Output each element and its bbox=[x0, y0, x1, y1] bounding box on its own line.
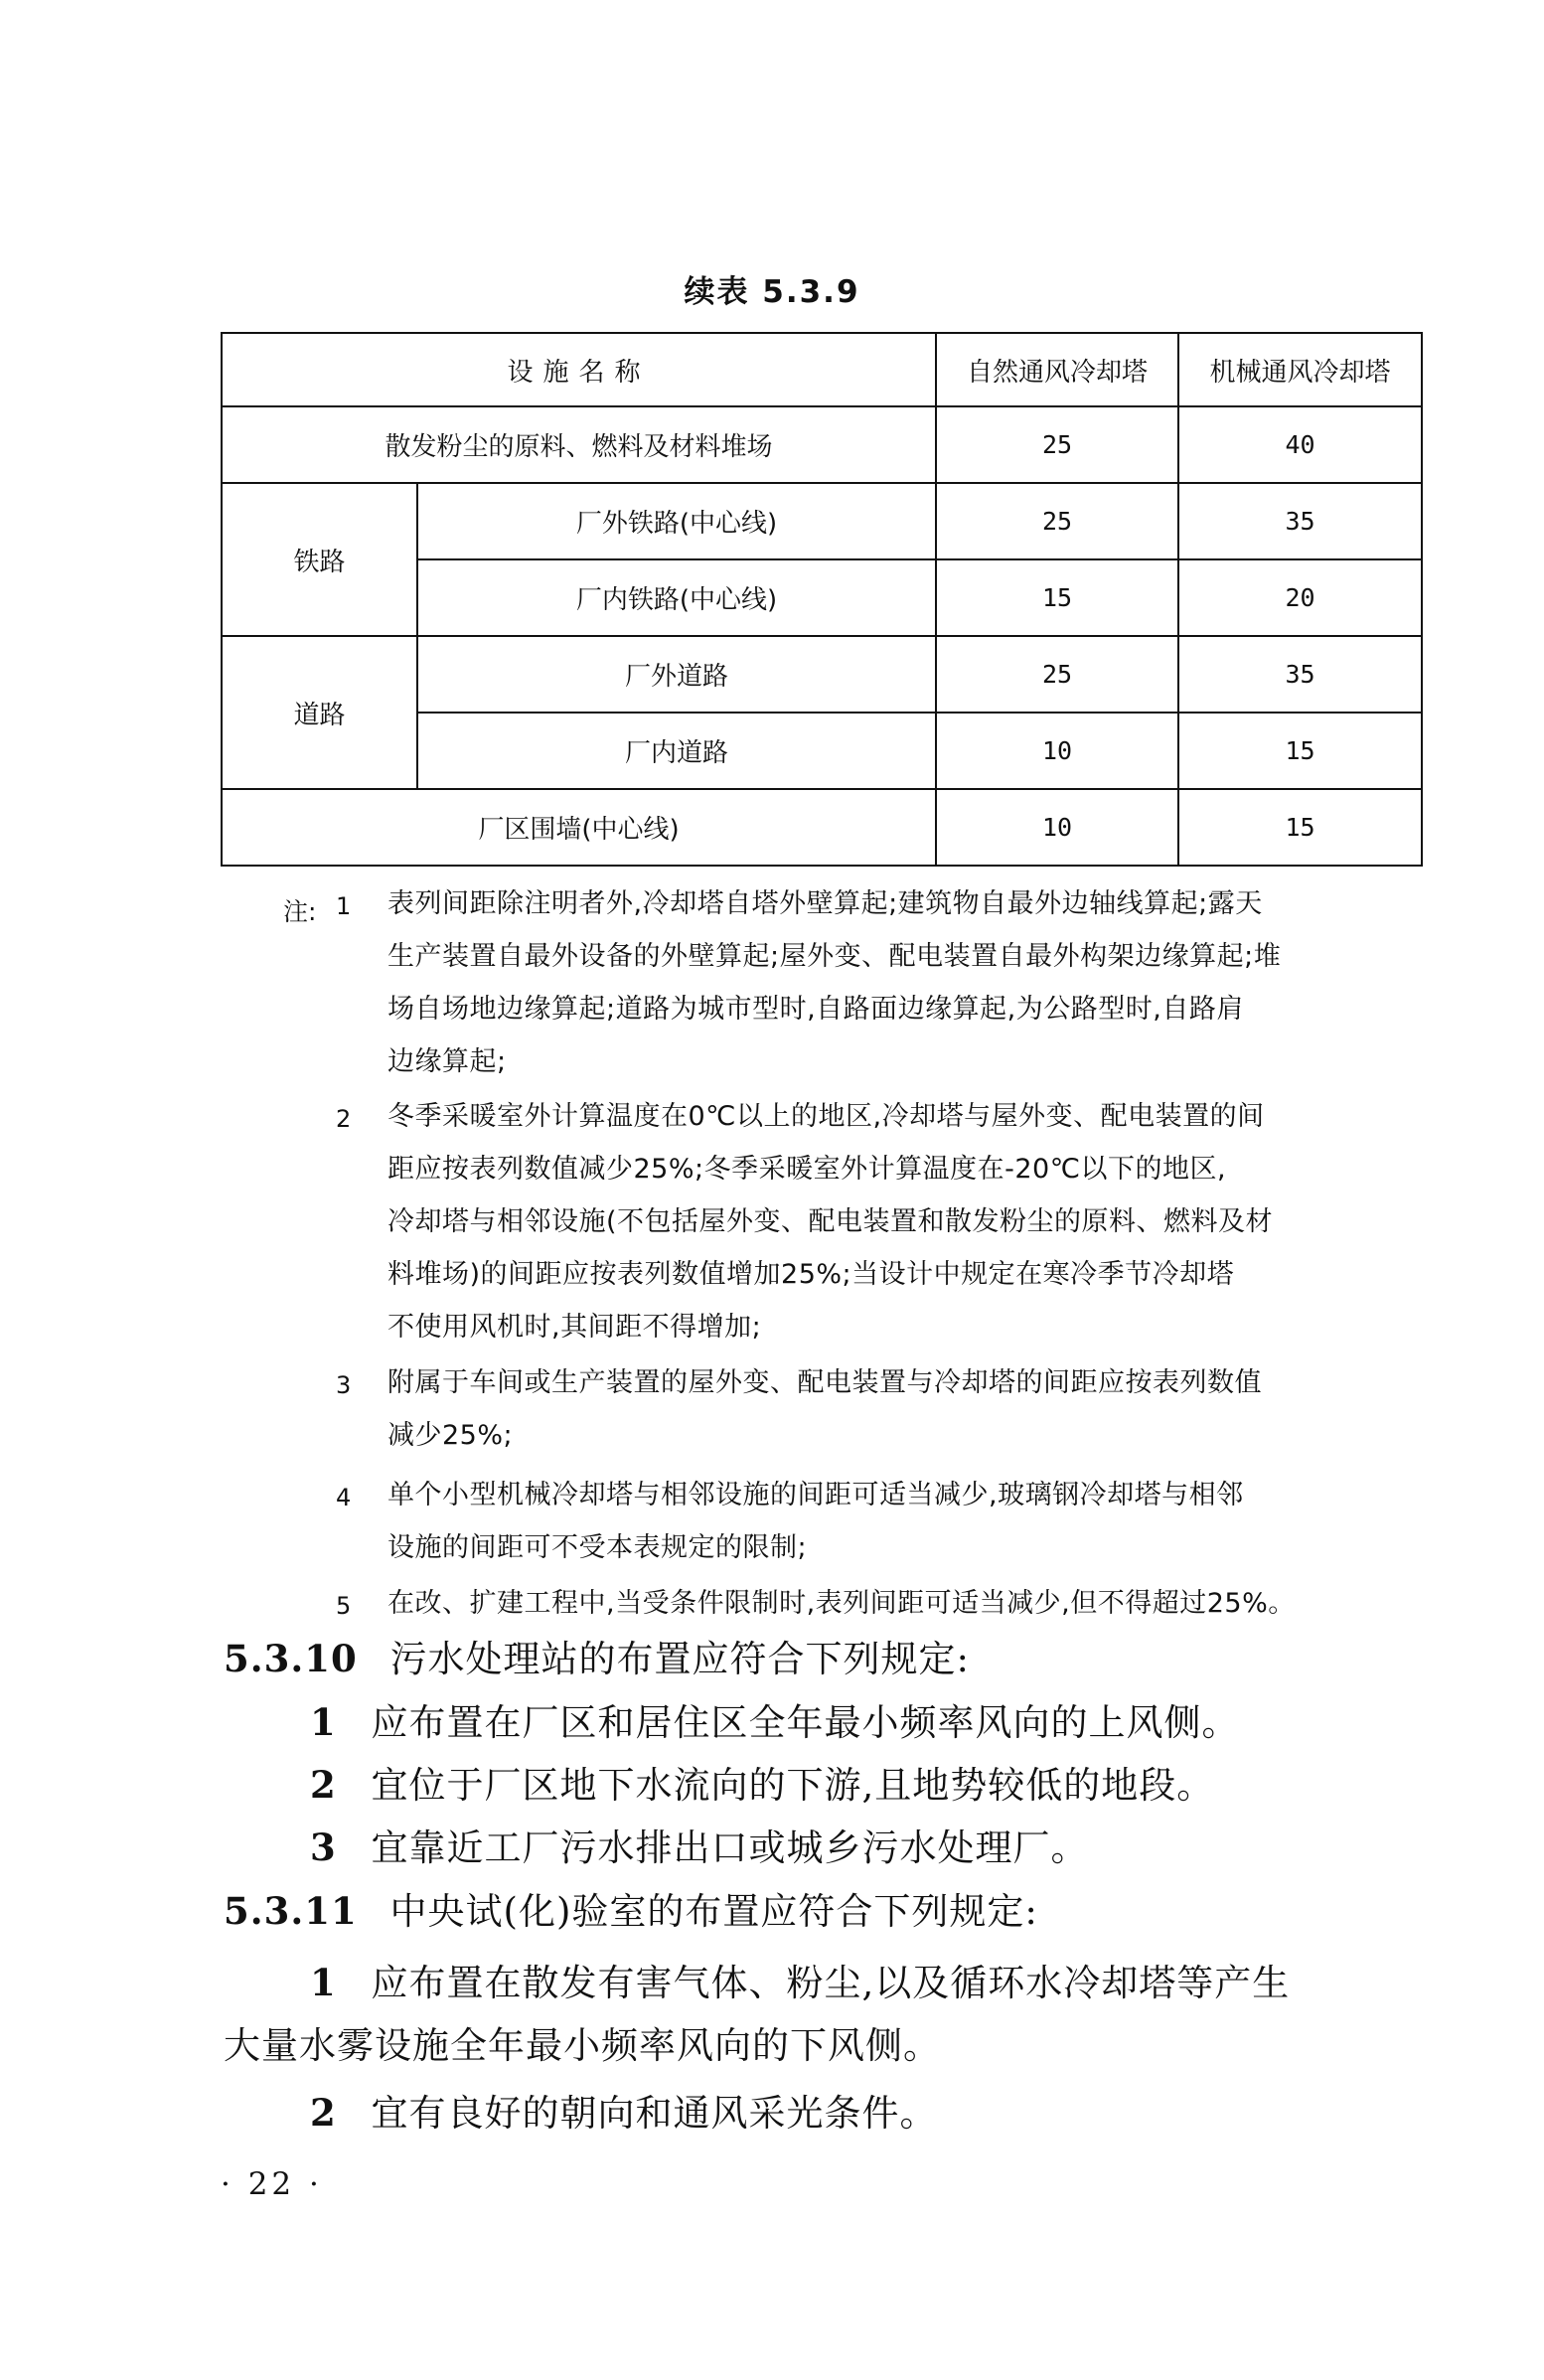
item-number: 3 bbox=[310, 1825, 337, 1869]
item-number: 2 bbox=[310, 1763, 337, 1807]
note-number: 4 bbox=[336, 1484, 352, 1511]
cell-value: 10 bbox=[936, 789, 1178, 866]
row-label-railway-inside: 厂内铁路(中心线) bbox=[417, 559, 936, 636]
cell-value: 25 bbox=[936, 636, 1178, 713]
row-label-dust-yard: 散发粉尘的原料、燃料及材料堆场 bbox=[222, 406, 936, 483]
clause-item bbox=[310, 1764, 1214, 1807]
clause-number: 5.3.11 bbox=[224, 1889, 358, 1933]
cell-value: 15 bbox=[1178, 713, 1422, 789]
cell-value: 40 bbox=[1178, 406, 1422, 483]
item-number: 1 bbox=[310, 1700, 337, 1744]
item-number: 1 bbox=[310, 1961, 337, 2004]
item-text: 宜有良好的朝向和通风采光条件。 bbox=[371, 2092, 938, 2135]
spacing-table bbox=[221, 332, 1423, 867]
note-line: 在改、扩建工程中,当受条件限制时,表列间距可适当减少,但不得超过25%。 bbox=[387, 1588, 1296, 1619]
item-text: 宜靠近工厂污水排出口或城乡污水处理厂。 bbox=[371, 1826, 1089, 1869]
clause-5-3-10 bbox=[224, 1638, 970, 1680]
cell-value: 25 bbox=[936, 406, 1178, 483]
item-text: 应布置在散发有害气体、粉尘,以及循环水冷却塔等产生 bbox=[371, 1962, 1291, 2004]
clause-title: 污水处理站的布置应符合下列规定: bbox=[389, 1638, 970, 1680]
clause-item bbox=[310, 1701, 1240, 1744]
note-line: 距应按表列数值减少25%;冬季采暖室外计算温度在-20℃以下的地区, bbox=[387, 1154, 1227, 1185]
note-line: 不使用风机时,其间距不得增加; bbox=[387, 1312, 762, 1343]
note-line: 冬季采暖室外计算温度在0℃以上的地区,冷却塔与屋外变、配电装置的间 bbox=[387, 1101, 1265, 1132]
notes-label: 注: bbox=[283, 897, 317, 926]
cell-value: 20 bbox=[1178, 559, 1422, 636]
note-line: 表列间距除注明者外,冷却塔自塔外壁算起;建筑物自最外边轴线算起;露天 bbox=[387, 888, 1263, 919]
note-number: 1 bbox=[336, 892, 352, 920]
row-label-railway-outside: 厂外铁路(中心线) bbox=[417, 483, 936, 559]
note-number: 2 bbox=[336, 1105, 352, 1133]
clause-item bbox=[310, 2092, 938, 2135]
table-title: 续表 5.3.9 bbox=[684, 274, 860, 310]
header-facility-name: 设施名称 bbox=[222, 333, 936, 406]
cell-value: 25 bbox=[936, 483, 1178, 559]
cell-value: 35 bbox=[1178, 636, 1422, 713]
cell-value: 15 bbox=[936, 559, 1178, 636]
note-line: 场自场地边缘算起;道路为城市型时,自路面边缘算起,为公路型时,自路肩 bbox=[387, 994, 1244, 1025]
row-label-wall: 厂区围墙(中心线) bbox=[222, 789, 936, 866]
cell-value: 35 bbox=[1178, 483, 1422, 559]
clause-5-3-11 bbox=[224, 1890, 1038, 1933]
note-line: 设施的间距可不受本表规定的限制; bbox=[387, 1532, 808, 1563]
note-line: 冷却塔与相邻设施(不包括屋外变、配电装置和散发粉尘的原料、燃料及材 bbox=[387, 1206, 1274, 1237]
row-label-road-inside: 厂内道路 bbox=[417, 713, 936, 789]
note-line: 单个小型机械冷却塔与相邻设施的间距可适当减少,玻璃钢冷却塔与相邻 bbox=[387, 1480, 1244, 1510]
header-natural-draft: 自然通风冷却塔 bbox=[936, 333, 1178, 406]
note-line: 附属于车间或生产装置的屋外变、配电装置与冷却塔的间距应按表列数值 bbox=[387, 1367, 1262, 1398]
table-row bbox=[222, 789, 1422, 866]
cell-value: 15 bbox=[1178, 789, 1422, 866]
clause-number: 5.3.10 bbox=[224, 1637, 358, 1680]
cell-value: 10 bbox=[936, 713, 1178, 789]
header-mechanical-draft: 机械通风冷却塔 bbox=[1178, 333, 1422, 406]
note-line: 减少25%; bbox=[387, 1420, 514, 1451]
note-number: 5 bbox=[336, 1592, 352, 1620]
clause-title: 中央试(化)验室的布置应符合下列规定: bbox=[389, 1890, 1038, 1933]
table-header-row bbox=[222, 333, 1422, 406]
group-label-road: 道路 bbox=[222, 636, 417, 789]
note-line: 生产装置自最外设备的外壁算起;屋外变、配电装置自最外构架边缘算起;堆 bbox=[387, 941, 1282, 972]
table-row bbox=[222, 636, 1422, 713]
clause-item-continuation: 大量水雾设施全年最小频率风向的下风侧。 bbox=[224, 2024, 941, 2067]
page-number: · 22 · bbox=[221, 2166, 323, 2202]
note-line: 边缘算起; bbox=[387, 1046, 507, 1077]
group-label-railway: 铁路 bbox=[222, 483, 417, 636]
table-row bbox=[222, 406, 1422, 483]
item-text: 宜位于厂区地下水流向的下游,且地势较低的地段。 bbox=[371, 1764, 1215, 1807]
clause-item bbox=[310, 1826, 1089, 1869]
row-label-road-outside: 厂外道路 bbox=[417, 636, 936, 713]
note-line: 料堆场)的间距应按表列数值增加25%;当设计中规定在寒冷季节冷却塔 bbox=[387, 1259, 1235, 1290]
clause-item bbox=[310, 1962, 1290, 2004]
item-text: 应布置在厂区和居住区全年最小频率风向的上风侧。 bbox=[371, 1701, 1240, 1744]
item-number: 2 bbox=[310, 2091, 337, 2135]
note-number: 3 bbox=[336, 1371, 352, 1399]
table-row bbox=[222, 483, 1422, 559]
